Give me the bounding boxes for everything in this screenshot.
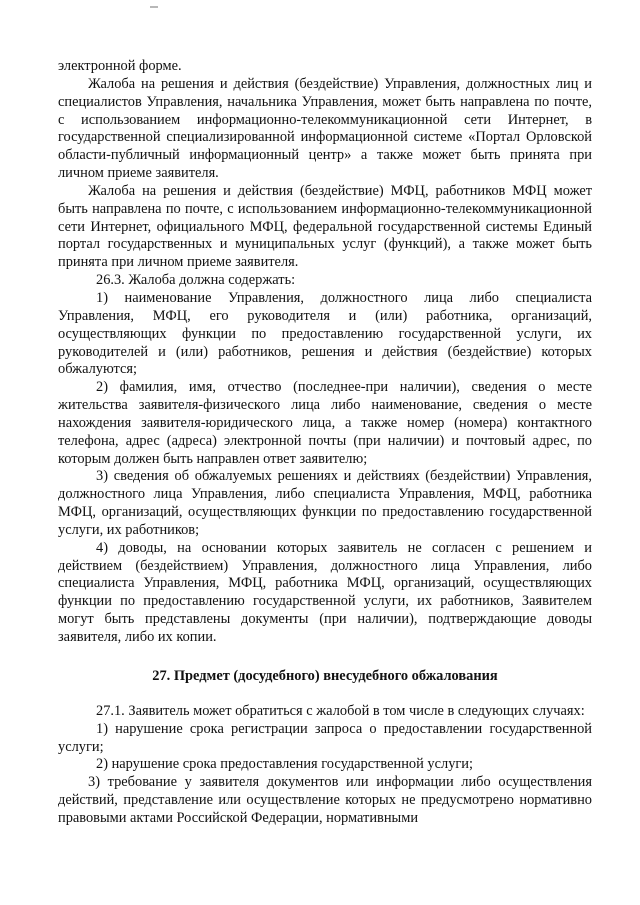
paragraph-complaint-mfc: Жалоба на решения и действия (бездействие) МФЦ, работников МФЦ может быть направлена по почте, с использованием информационно-телекоммуникационной сети Интернет, официального МФЦ, федеральной государственной системы Единый портал государственных и муниципальных услуг (функций), а также может быть принята при личном приеме заявителя. (58, 182, 592, 271)
document-page (58, 58, 592, 828)
list-item-4: 4) доводы, на основании которых заявитель не согласен с решением и действием (бездействием) Управления, должностного лица Управления, либо специалиста Управления, МФЦ, работника МФЦ, организаций, осуществляющих функции по предоставлению государственной услуги, их работников, Заявителем могут быть представлены документы (при наличии), подтверждающие доводы заявителя, либо их копии. (58, 539, 592, 645)
case-item-2: 2) нарушение срока предоставления государственной услуги; (96, 756, 473, 773)
paragraph-clause-27-1: 27.1. Заявитель может обратиться с жалобой в том числе в следующих случаях: (96, 702, 585, 719)
scan-artifact (150, 6, 158, 8)
case-item-1: 1) нарушение срока регистрации запроса о предоставлении государственной услуги; (58, 720, 592, 755)
list-item-2: 2) фамилия, имя, отчество (последнее-при наличии), сведения о месте жительства заявителя-физического лица либо наименование, сведения о месте нахождения заявителя-юридического лица, а также номер (номера) контактного телефона, адрес (адреса) электронной почты (при наличии) и почтовый адрес, по которым должен быть направлен ответ заявителю; (58, 379, 592, 467)
case-item-3: 3) требование у заявителя документов или информации либо осуществления действий, представление или осуществление которых не предусмотрено нормативно правовыми актами Российской Федерации, нормативными (58, 774, 592, 826)
list-item-1: 1) наименование Управления, должностного лица либо специалиста Управления, МФЦ, его руководителя и (или) работника, организаций, осуществляющих функции по предоставлению государственной услуги, их руководителей и (или) работников, решения и действия (бездействие) которых обжалуются; (58, 289, 592, 378)
paragraph-clause-26-3: 26.3. Жалоба должна содержать: (96, 272, 296, 289)
paragraph-complaint-department: Жалоба на решения и действия (бездействие) Управления, должностных лиц и специалистов Управления, начальника Управления, может быть направлена по почте, с использованием информационно-телекоммуникационной сети Интернет, в государственной специализированной информационной системе «Портал Орловской области-публичный информационный центр» а также может быть принята при личном приеме заявителя. (58, 75, 592, 182)
paragraph-continuation: электронной форме. (58, 58, 182, 74)
section-heading: 27. Предмет (досудебного) внесудебного обжалования (152, 667, 498, 684)
list-item-3: 3) сведения об обжалуемых решениях и действиях (бездействии) Управления, должностного лица Управления, либо специалиста Управления, МФЦ, работника МФЦ, организаций, осуществляющих функции по предоставлению государственной услуги, их работников; (58, 468, 592, 538)
